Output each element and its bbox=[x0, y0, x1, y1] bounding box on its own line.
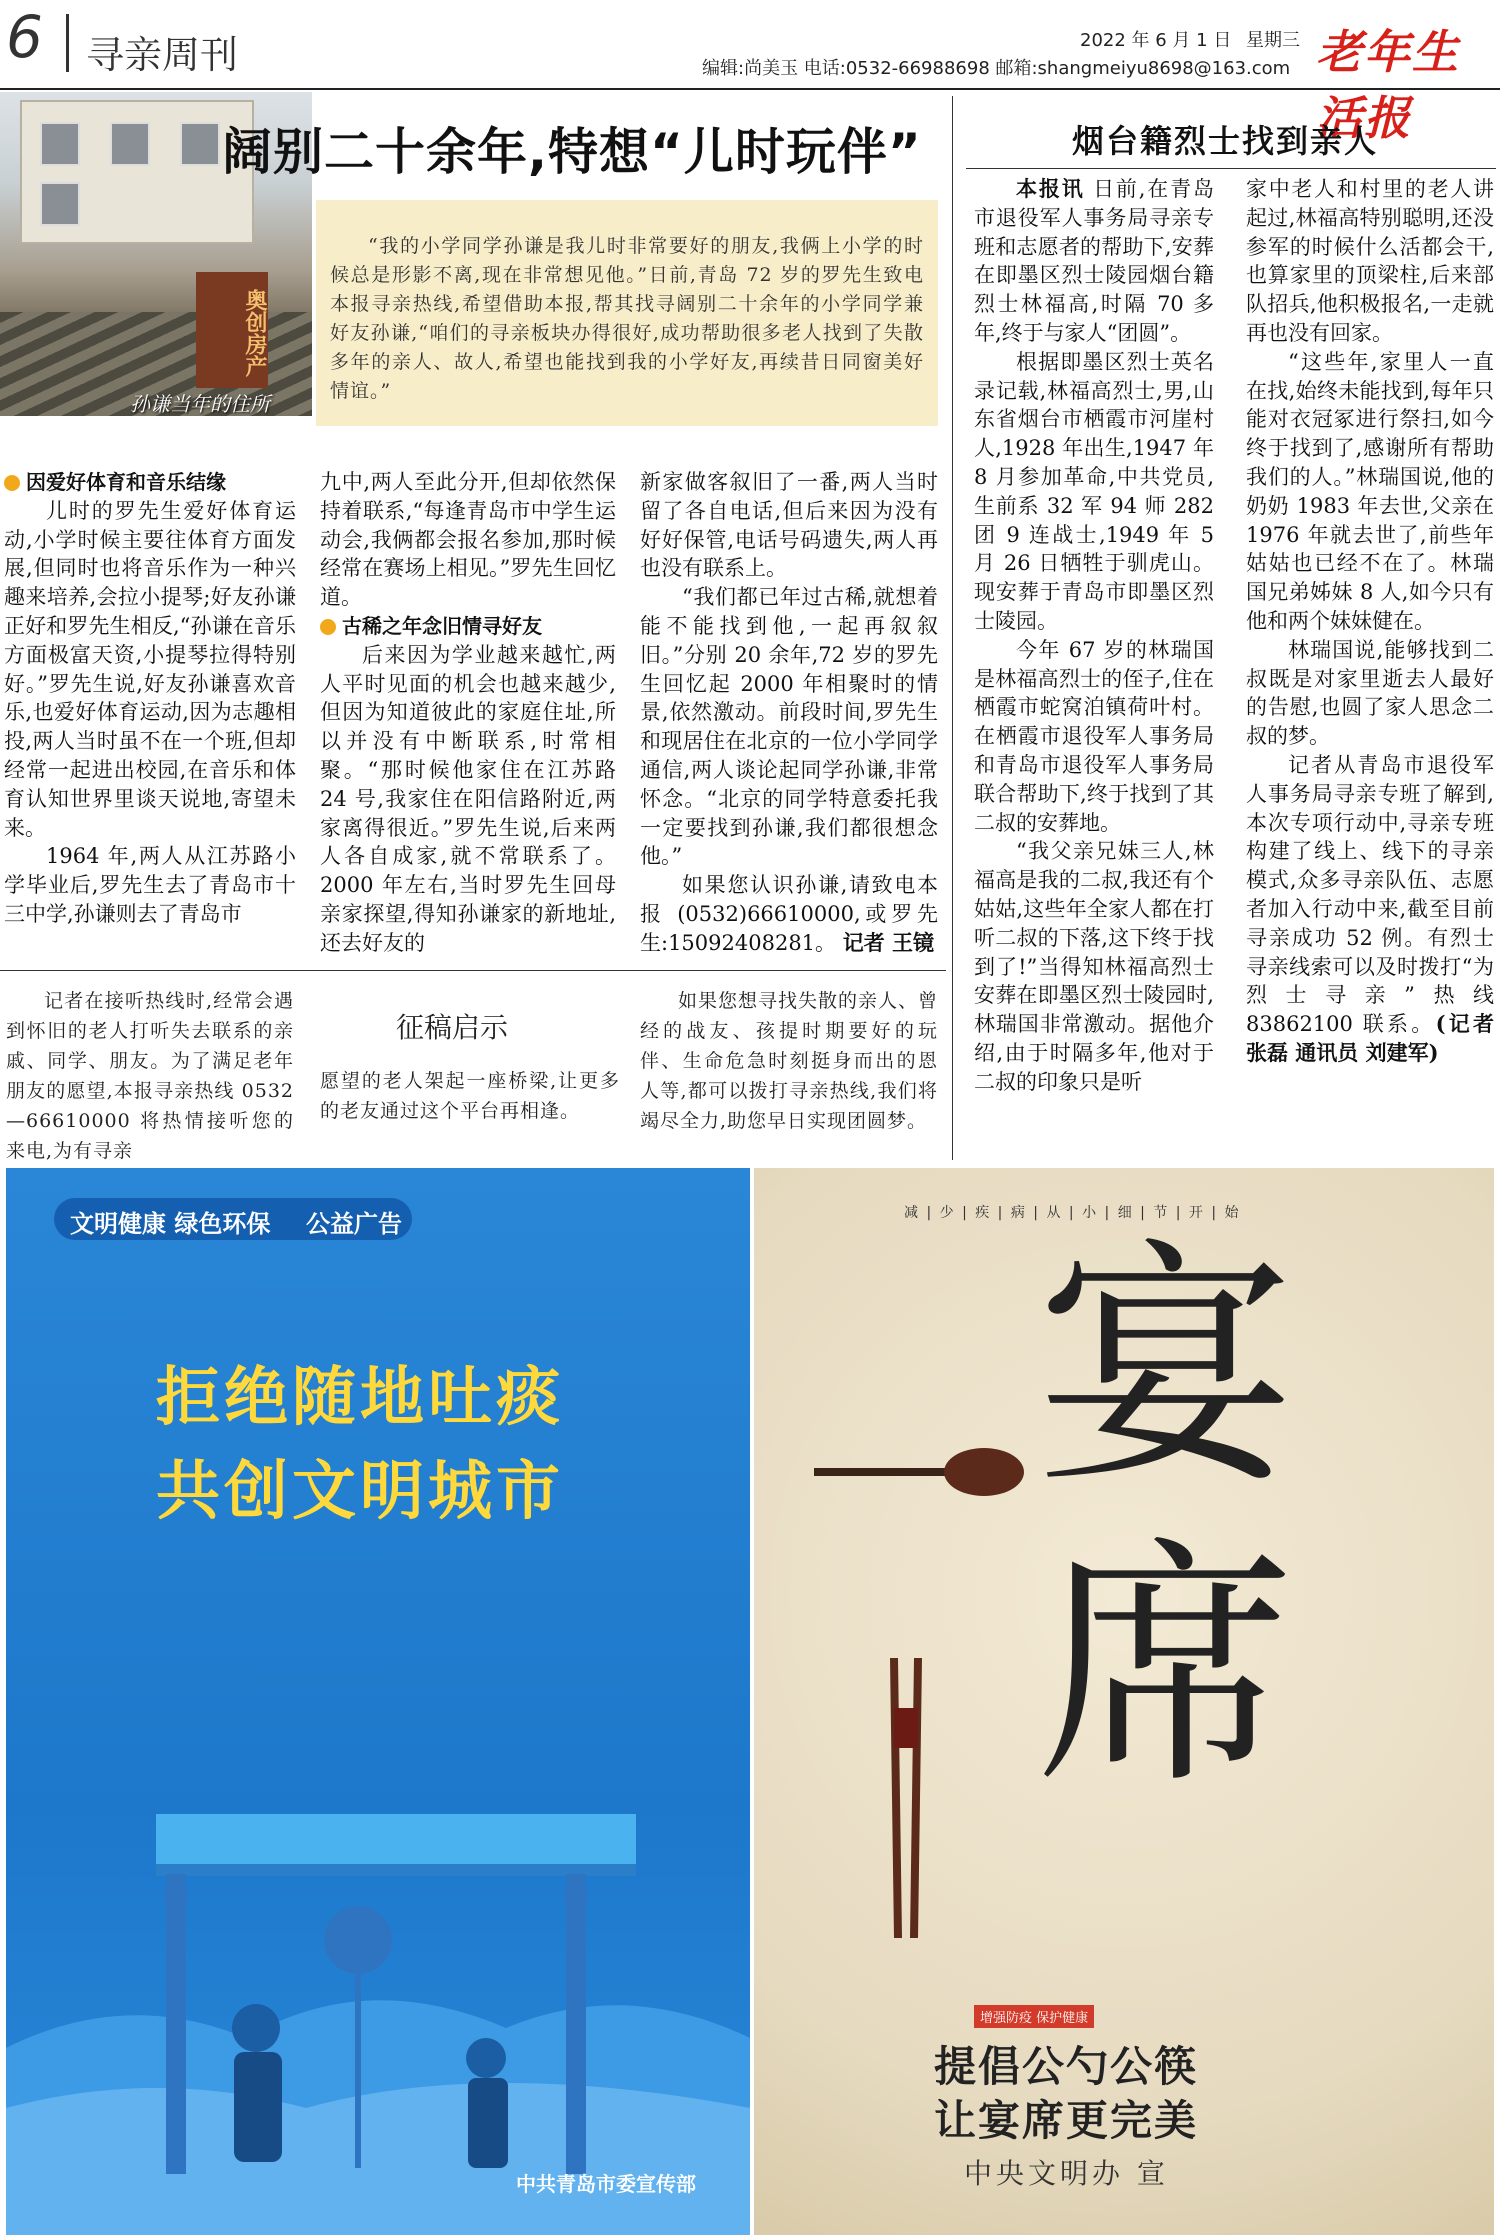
subheading-1: 因爱好体育和音乐结缘 bbox=[4, 468, 296, 497]
ad-sponsor: 中央文明办 宣 bbox=[964, 2157, 1169, 2190]
paragraph: “我父亲兄妹三人,林福高是我的二叔,我还有个姑姑,这些年全家人都在打听二叔的下落,这下终于找到了!”当得知林福高烈士安葬在即墨区烈士陵园时,林瑞国非常激动。据他介绍,由于时隔多年,他对于二叔的印象只是听 bbox=[974, 839, 1214, 1094]
ad-slogan-1: 拒绝随地吐痰 bbox=[156, 1361, 564, 1435]
main-column-2 bbox=[320, 468, 616, 958]
ad-char-seat: 席 bbox=[1036, 1517, 1296, 1819]
paragraph: 记者从青岛市退役军人事务局寻亲专班了解到,本次专项行动中,寻亲专班构建了线上、线下的寻亲模式,众多寻亲队伍、志愿者加入行动中来,截至目前寻亲成功 52 例。有烈士寻亲线索可以及时拨打“为烈士寻亲”热线 83862100 联系。(记者 张磊 通讯员 刘建军) bbox=[1246, 752, 1494, 1065]
issue-date: 2022 年 6 月 1 日 bbox=[1080, 30, 1232, 51]
right-column-1 bbox=[974, 175, 1214, 1097]
header-rule bbox=[0, 88, 1500, 90]
bus-stop-illustration bbox=[6, 1568, 750, 2235]
notice-right: 如果您想寻找失散的亲人、曾经的战友、孩提时期要好的玩伴、生命危急时刻挺身而出的恩人等,都可以拨打寻亲热线,我们将竭尽全力,助您早日实现团圆梦。 bbox=[640, 990, 939, 1132]
public-ad-chopsticks bbox=[754, 1168, 1494, 2235]
notice-title: 征稿启示 bbox=[396, 1011, 509, 1044]
window-shape bbox=[40, 122, 80, 166]
paragraph: 家中老人和村里的老人讲起过,林福高特别聪明,还没参军的时候什么活都会干,也算家里的顶梁柱,后来部队招兵,他积极报名,一走就再也没有回家。 bbox=[1246, 177, 1494, 345]
byline: 记者 王镜 bbox=[842, 929, 935, 955]
ad-top-line: 减 | 少 | 疾 | 病 | 从 | 小 | 细 | 节 | 开 | 始 bbox=[904, 1205, 1241, 1221]
paragraph: 九中,两人至此分开,但却依然保持着联系,“每逢青岛市中学生运动会,我俩都会报名参加,那时候经常在赛场上相见。”罗先生回忆道。 bbox=[320, 470, 616, 610]
right-headline-rule bbox=[966, 168, 1496, 169]
byline: (记者 张磊 通讯员 刘建军) bbox=[1246, 1011, 1494, 1065]
paragraph: 儿时的罗先生爱好体育运动,小学时候主要往体育方面发展,但同时也将音乐作为一种兴趣来培养,会拉小提琴;好友孙谦正好和罗先生相反,“孙谦在音乐方面极富天资,小提琴拉得特别好。”罗先生说,好友孙谦喜欢音乐,也爱好体育运动,因为志趣相投,两人当时虽不在一个班,但却经常一起进出校园,在音乐和体育认知世界里谈天说地,寄望未来。 bbox=[4, 498, 296, 840]
paragraph: 今年 67 岁的林瑞国是林福高烈士的侄子,住在栖霞市蛇窝泊镇荷叶村。在栖霞市退役军人事务局和青岛市退役军人事务局联合帮助下,终于找到了其二叔的安葬地。 bbox=[974, 637, 1214, 835]
paragraph: 根据即墨区烈士英名录记载,林福高烈士,男,山东省烟台市栖霞市河崖村人,1928 年出生,1947 年 8 月参加革命,中共党员,生前系 32 军 94 师 282 团 9 连战士,1949 年 5 月 26 日牺牲于驯虎山。现安葬于青岛市即墨区烈士陵园。 bbox=[974, 349, 1214, 633]
subheading-2: 古稀之年念旧情寻好友 bbox=[320, 612, 616, 641]
ad-sponsor: 中共青岛市委宣传部 bbox=[516, 2172, 696, 2196]
window-shape bbox=[110, 122, 150, 166]
notice-rule bbox=[0, 970, 946, 971]
main-column-1 bbox=[4, 468, 296, 929]
window-shape bbox=[180, 122, 220, 166]
lead-label: 本报讯 bbox=[1016, 176, 1085, 201]
page-number: 6 bbox=[6, 3, 43, 71]
paragraph: 本报讯 日前,在青岛市退役军人事务局寻亲专班和志愿者的帮助下,安葬在即墨区烈士陵园烟台籍烈士林福高,时隔 70 多年,终于与家人“团圆”。 bbox=[974, 176, 1214, 345]
column-divider bbox=[952, 96, 953, 1160]
paragraph: “这些年,家里人一直在找,始终未能找到,每年只能对衣冠冢进行祭扫,如今终于找到了,感谢所有帮助我们的人。”林瑞国说,他的奶奶 1983 年去世,父亲在 1976 年就去世了,前些年姑姑也已经不在了。林瑞国兄弟姊妹 8 人,如今只有他和两个妹妹健在。 bbox=[1246, 349, 1494, 633]
photo-sign: 奥创房产 bbox=[196, 272, 268, 388]
paragraph: 1964 年,两人从江苏路小学毕业后,罗先生去了青岛市十三中学,孙谦则去了青岛市 bbox=[4, 844, 296, 926]
notice-left: 记者在接听热线时,经常会遇到怀旧的老人打听失去联系的亲戚、同学、朋友。为了满足老年朋友的愿望,本报寻亲热线 0532—66610000 将热情接听您的来电,为有寻亲 bbox=[6, 990, 294, 1162]
photo-caption: 孙谦当年的住所 bbox=[130, 392, 270, 416]
main-headline: 阔别二十余年,特想“儿时玩伴” bbox=[222, 123, 922, 181]
paragraph: 林瑞国说,能够找到二叔既是对家里逝去人最好的告慰,也圆了家人思念二叔的梦。 bbox=[1246, 637, 1494, 749]
ad-tag-label: 公益广告 bbox=[306, 1210, 402, 1238]
notice-middle: 愿望的老人架起一座桥梁,让更多的老友通过这个平台再相逢。 bbox=[320, 1070, 620, 1122]
right-headline: 烟台籍烈士找到亲人 bbox=[1072, 122, 1379, 160]
ad-slogan-1: 提倡公勺公筷 bbox=[934, 2042, 1199, 2091]
ad-char-banquet: 宴 bbox=[1036, 1217, 1296, 1519]
masthead-logo: 老年生活报 bbox=[1316, 25, 1460, 145]
ad-slogan-2: 让宴席更完美 bbox=[934, 2096, 1199, 2145]
lead-text: “我的小学同学孙谦是我儿时非常要好的朋友,我俩上小学的时候总是形影不离,现在非常想见他。”日前,青岛 72 岁的罗先生致电本报寻亲热线,希望借助本报,帮其找寻阔别二十余年的小学同学兼好友孙谦,“咱们的寻亲板块办得很好,成功帮助很多老人找到了失散多年的亲人、故人,希望也能找到我的小学好友,再续昔日同窗美好情谊。” bbox=[330, 235, 924, 402]
editor-info: 编辑:尚美玉 电话:0532-66988698 邮箱:shangmeiyu8698@163.com bbox=[702, 58, 1291, 79]
section-title: 寻亲周刊 bbox=[86, 33, 239, 77]
paragraph: 后来因为学业越来越忙,两人平时见面的机会也越来越少,但因为知道彼此的家庭住址,所以并没有中断联系,时常相聚。“那时候他家住在江苏路 24 号,我家住在阳信路附近,两家离得很近。”罗先生说,后来两人各自成家,就不常联系了。2000 年左右,当时罗先生回母亲家探望,得知孙谦家的新地址,还去好友的 bbox=[320, 642, 616, 955]
ad-tag-text: 文明健康 绿色环保 bbox=[70, 1210, 271, 1238]
ad-slogan-2: 共创文明城市 bbox=[156, 1455, 564, 1529]
public-ad-spitting bbox=[6, 1168, 750, 2235]
main-column-3 bbox=[640, 468, 938, 958]
paragraph: 新家做客叙旧了一番,两人当时留了各自电话,但后来因为没有好好保管,电话号码遗失,两人再也没有联系上。 bbox=[640, 470, 938, 581]
paragraph: 如果您认识孙谦,请致电本报 (0532)66610000,或罗先生:15092408281。 记者 王镜 bbox=[640, 873, 938, 955]
window-shape bbox=[40, 182, 80, 226]
bullet-icon bbox=[320, 619, 336, 635]
paragraph: “我们都已年过古稀,就想着能不能找到他,一起再叙叙旧。”分别 20 余年,72 岁的罗先生回忆起 2000 年相聚时的情景,依然激动。前段时间,罗先生和现居住在北京的一位小学同学通信,两人谈论起同学孙谦,非常怀念。“北京的同学特意委托我一定要找到孙谦,我们都很想念他。” bbox=[640, 585, 938, 869]
header-divider bbox=[66, 14, 69, 72]
spoon-icon bbox=[754, 1168, 1494, 2068]
right-column-2 bbox=[1246, 175, 1494, 1068]
issue-weekday: 星期三 bbox=[1246, 30, 1300, 51]
bullet-icon bbox=[4, 475, 20, 491]
ad-badge: 增强防疫 保护健康 bbox=[974, 2005, 1094, 2028]
